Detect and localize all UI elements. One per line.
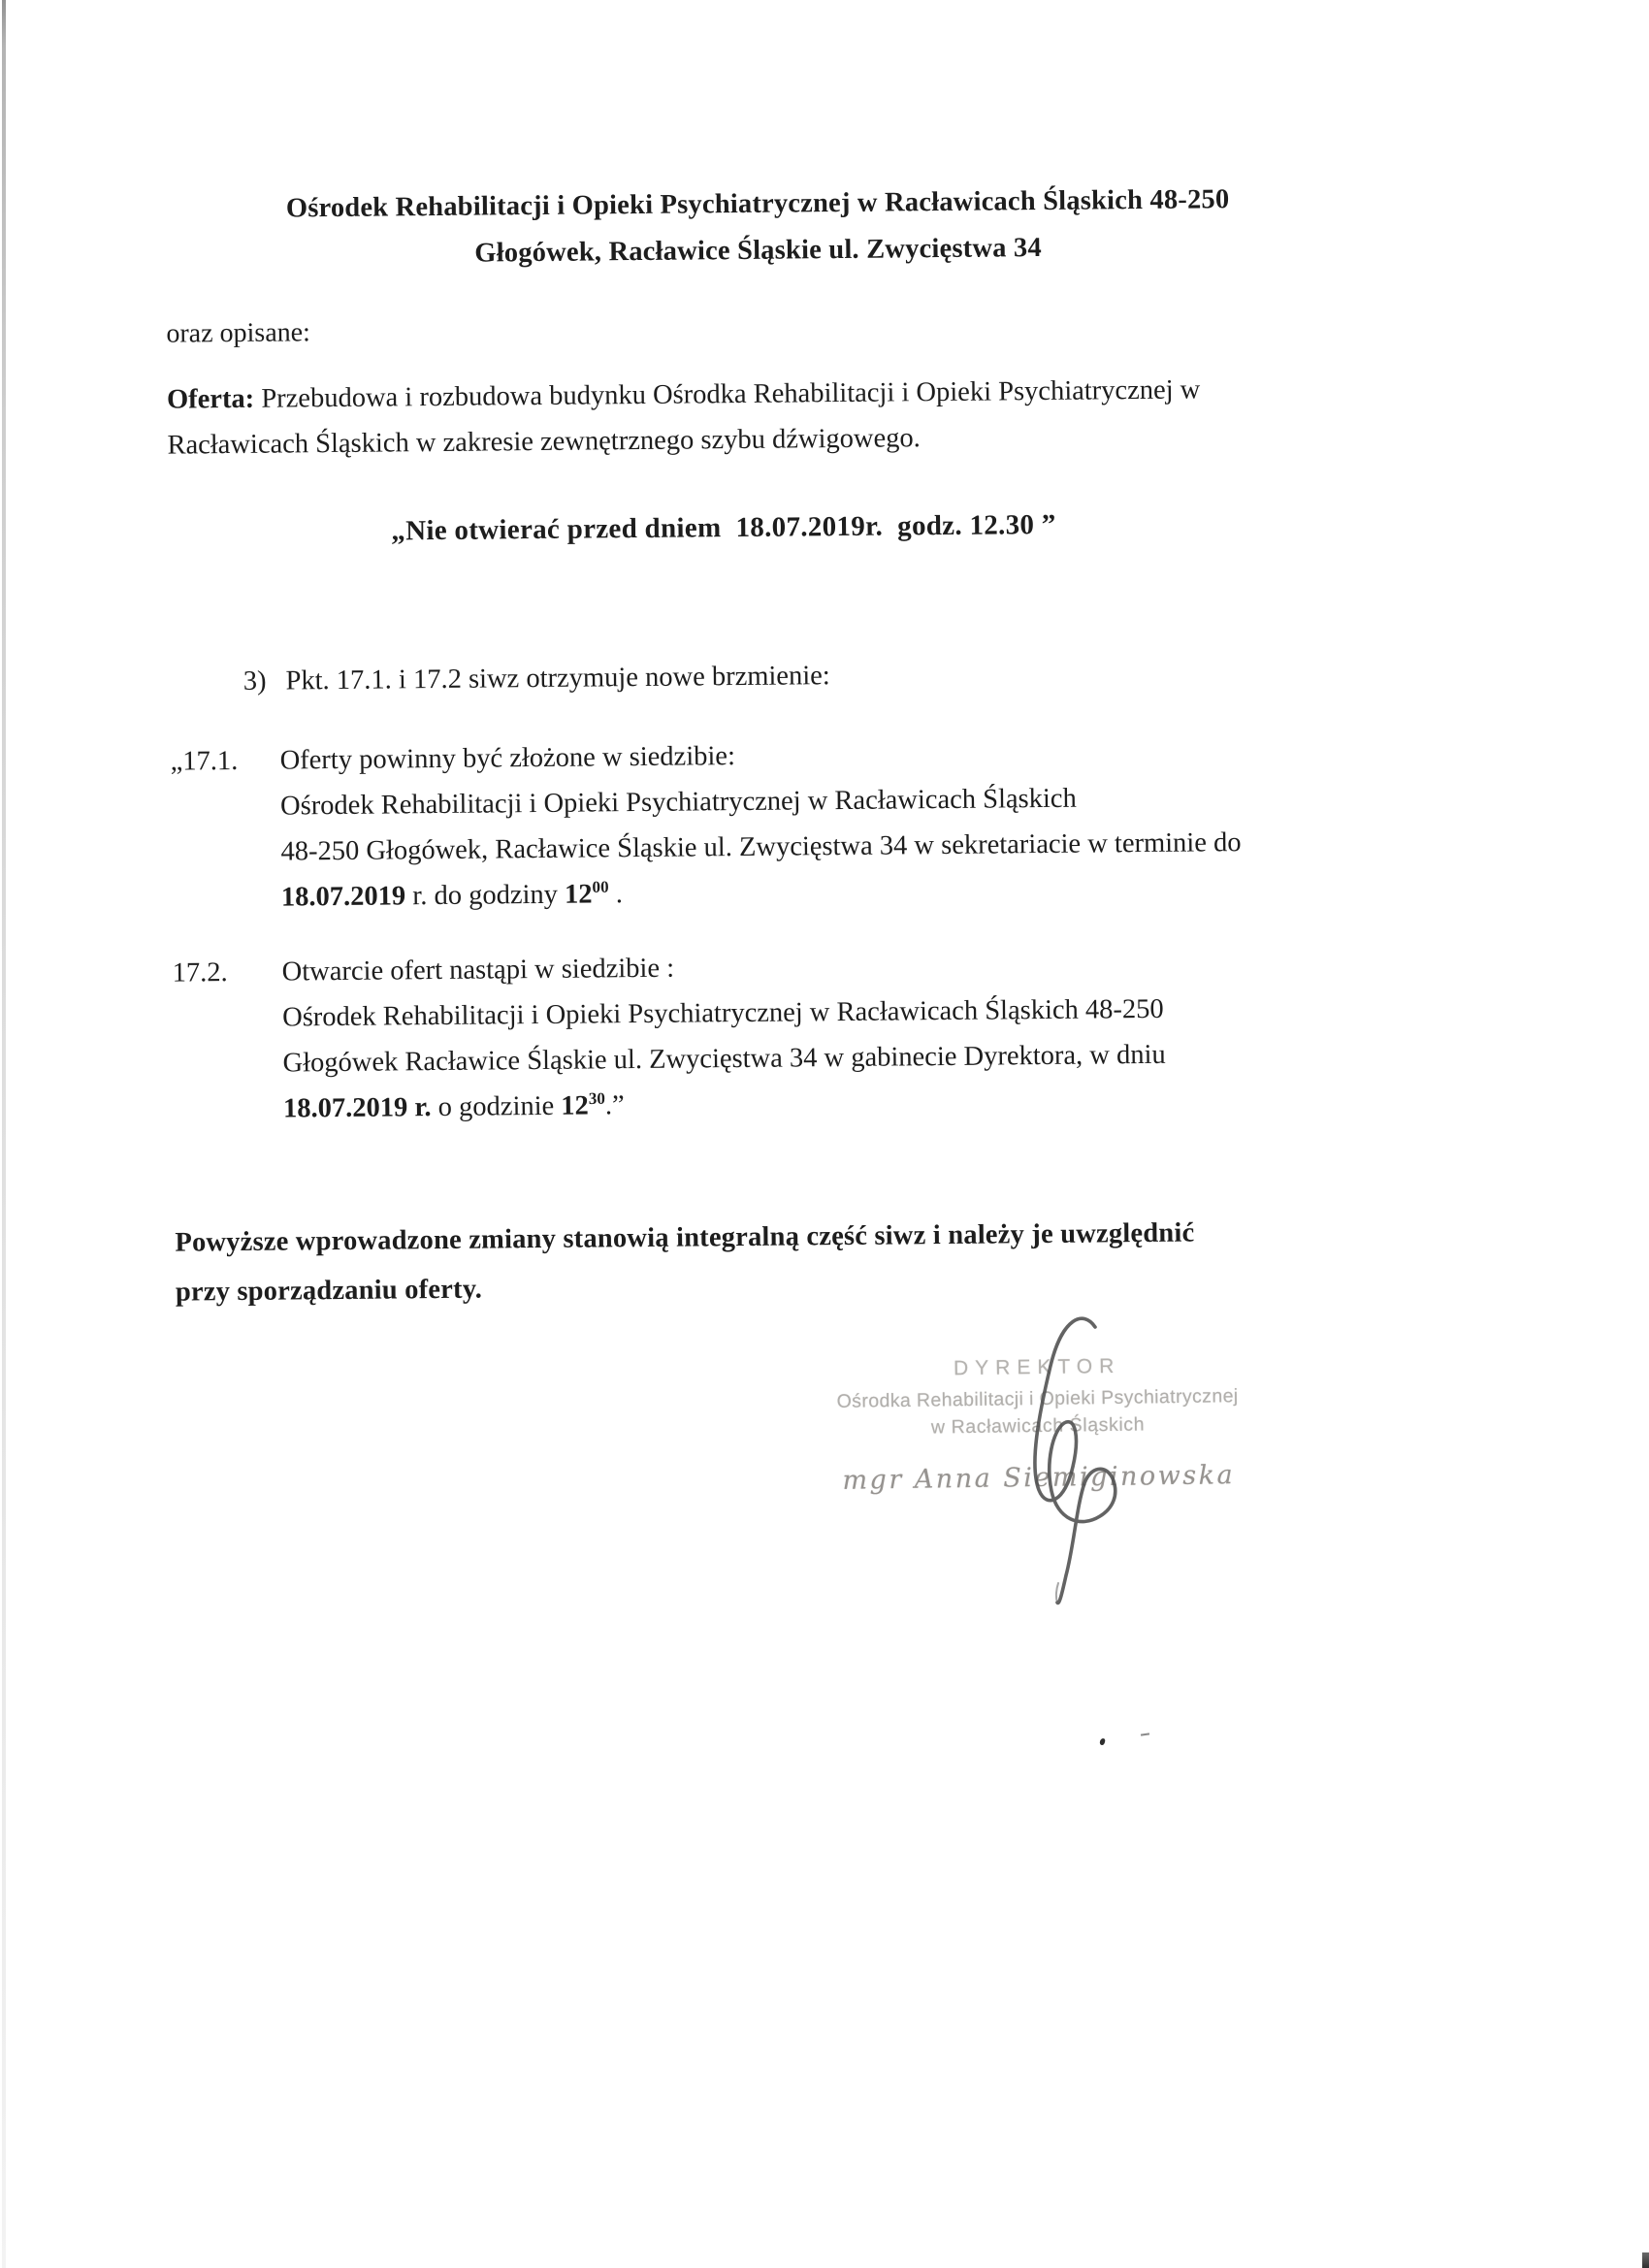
- offer-text-line2: Racławicach Śląskich w zakresie zewnętrznego szybu dźwigowego.: [167, 423, 921, 461]
- clause-17-2-ending: .”: [604, 1090, 625, 1121]
- scan-artifact-speck: [1099, 1737, 1106, 1745]
- point-3-text: Pkt. 17.1. i 17.2 siwz otrzymuje nowe brzmienie:: [285, 661, 830, 697]
- clause-17-1-line1: Oferty powinny być złożone w siedzibie:: [279, 741, 736, 776]
- clause-17-1-body: [279, 726, 1520, 920]
- clause-17-1-number: „17.1.: [170, 745, 239, 777]
- clause-17-2-line1: Otwarcie ofert nastąpi w siedzibie :: [281, 953, 675, 988]
- offer-paragraph: [167, 364, 1516, 468]
- stamp-org-line1: Ośrodka Rehabilitacji i Opieki Psychiatrycznej: [836, 1385, 1239, 1412]
- deadline-date: 18.07.2019: [280, 881, 406, 913]
- point-3-number: 3): [242, 665, 267, 697]
- clause-17-1-ending: .: [608, 879, 624, 910]
- intro-line: oraz opisane:: [166, 317, 311, 349]
- point-3: [243, 651, 1518, 699]
- clause-17-2-number: 17.2.: [172, 957, 228, 988]
- stamp-org-line2: w Racławicach Śląskich: [930, 1413, 1146, 1439]
- scan-artifact-left-edge: [2, 0, 6, 2268]
- opening-middle-text: o godzinie: [431, 1090, 562, 1123]
- stamp-title: DYREKTOR: [953, 1354, 1121, 1380]
- do-not-open-notice: „Nie otwierać przed dniem 18.07.2019r. godz. 12.30 ”: [391, 508, 1056, 547]
- closing-line-2: przy sporządzaniu oferty.: [175, 1274, 483, 1308]
- opening-time-superscript: 30: [588, 1088, 605, 1109]
- opening-time: $12^{30}$: [561, 1088, 605, 1121]
- opening-date: 18.07.2019 r.: [282, 1092, 432, 1124]
- stamp-signer-name: mgr Anna Siemiginowska: [842, 1460, 1236, 1496]
- header-line-1: Ośrodek Rehabilitacji i Opieki Psychiatrycznej w Racławicach Śląskich 48-250: [285, 184, 1230, 224]
- clause-17-1-line3: 48-250 Głogówek, Racławice Śląskie ul. Zwycięstwa 34 w sekretariacie w terminie do: [280, 827, 1242, 867]
- clause-17-1-line2: Ośrodek Rehabilitacji i Opieki Psychiatrycznej w Racławicach Śląskich: [279, 783, 1077, 822]
- clause-17-2: [172, 937, 1522, 1132]
- closing-line-1: Powyższe wprowadzone zmiany stanowią integralną część siwz i należy je uwzględnić: [175, 1217, 1195, 1258]
- clause-17-2-line3: Głogówek Racławice Śląskie ul. Zwycięstwa 34 w gabinecie Dyrektora, w dniu: [282, 1039, 1166, 1079]
- scan-artifact-corner-mark: [1642, 2252, 1649, 2268]
- deadline-middle-text: r. do godziny: [405, 879, 566, 912]
- deadline-time-superscript: 00: [592, 877, 609, 896]
- clause-17-1: [170, 726, 1520, 921]
- scan-artifact-dash: [1141, 1733, 1149, 1735]
- deadline-time: $12^{00}$: [564, 877, 609, 910]
- document-content: [163, 0, 1524, 1317]
- offer-text-line1: Przebudowa i rozbudowa budynku Ośrodka Rehabilitacji i Opieki Psychiatrycznej w: [254, 374, 1201, 414]
- handwritten-signature: [965, 1310, 1198, 1620]
- offer-label: Oferta:: [166, 383, 255, 415]
- header-line-2: Głogówek, Racławice Śląskie ul. Zwycięstwa 34: [474, 233, 1042, 269]
- closing-statement: [175, 1205, 1524, 1316]
- document-header: [83, 175, 1433, 280]
- clause-17-2-body: [281, 937, 1522, 1131]
- clause-17-2-line2: Ośrodek Rehabilitacji i Opieki Psychiatrycznej w Racławicach Śląskich 48-250: [282, 993, 1164, 1033]
